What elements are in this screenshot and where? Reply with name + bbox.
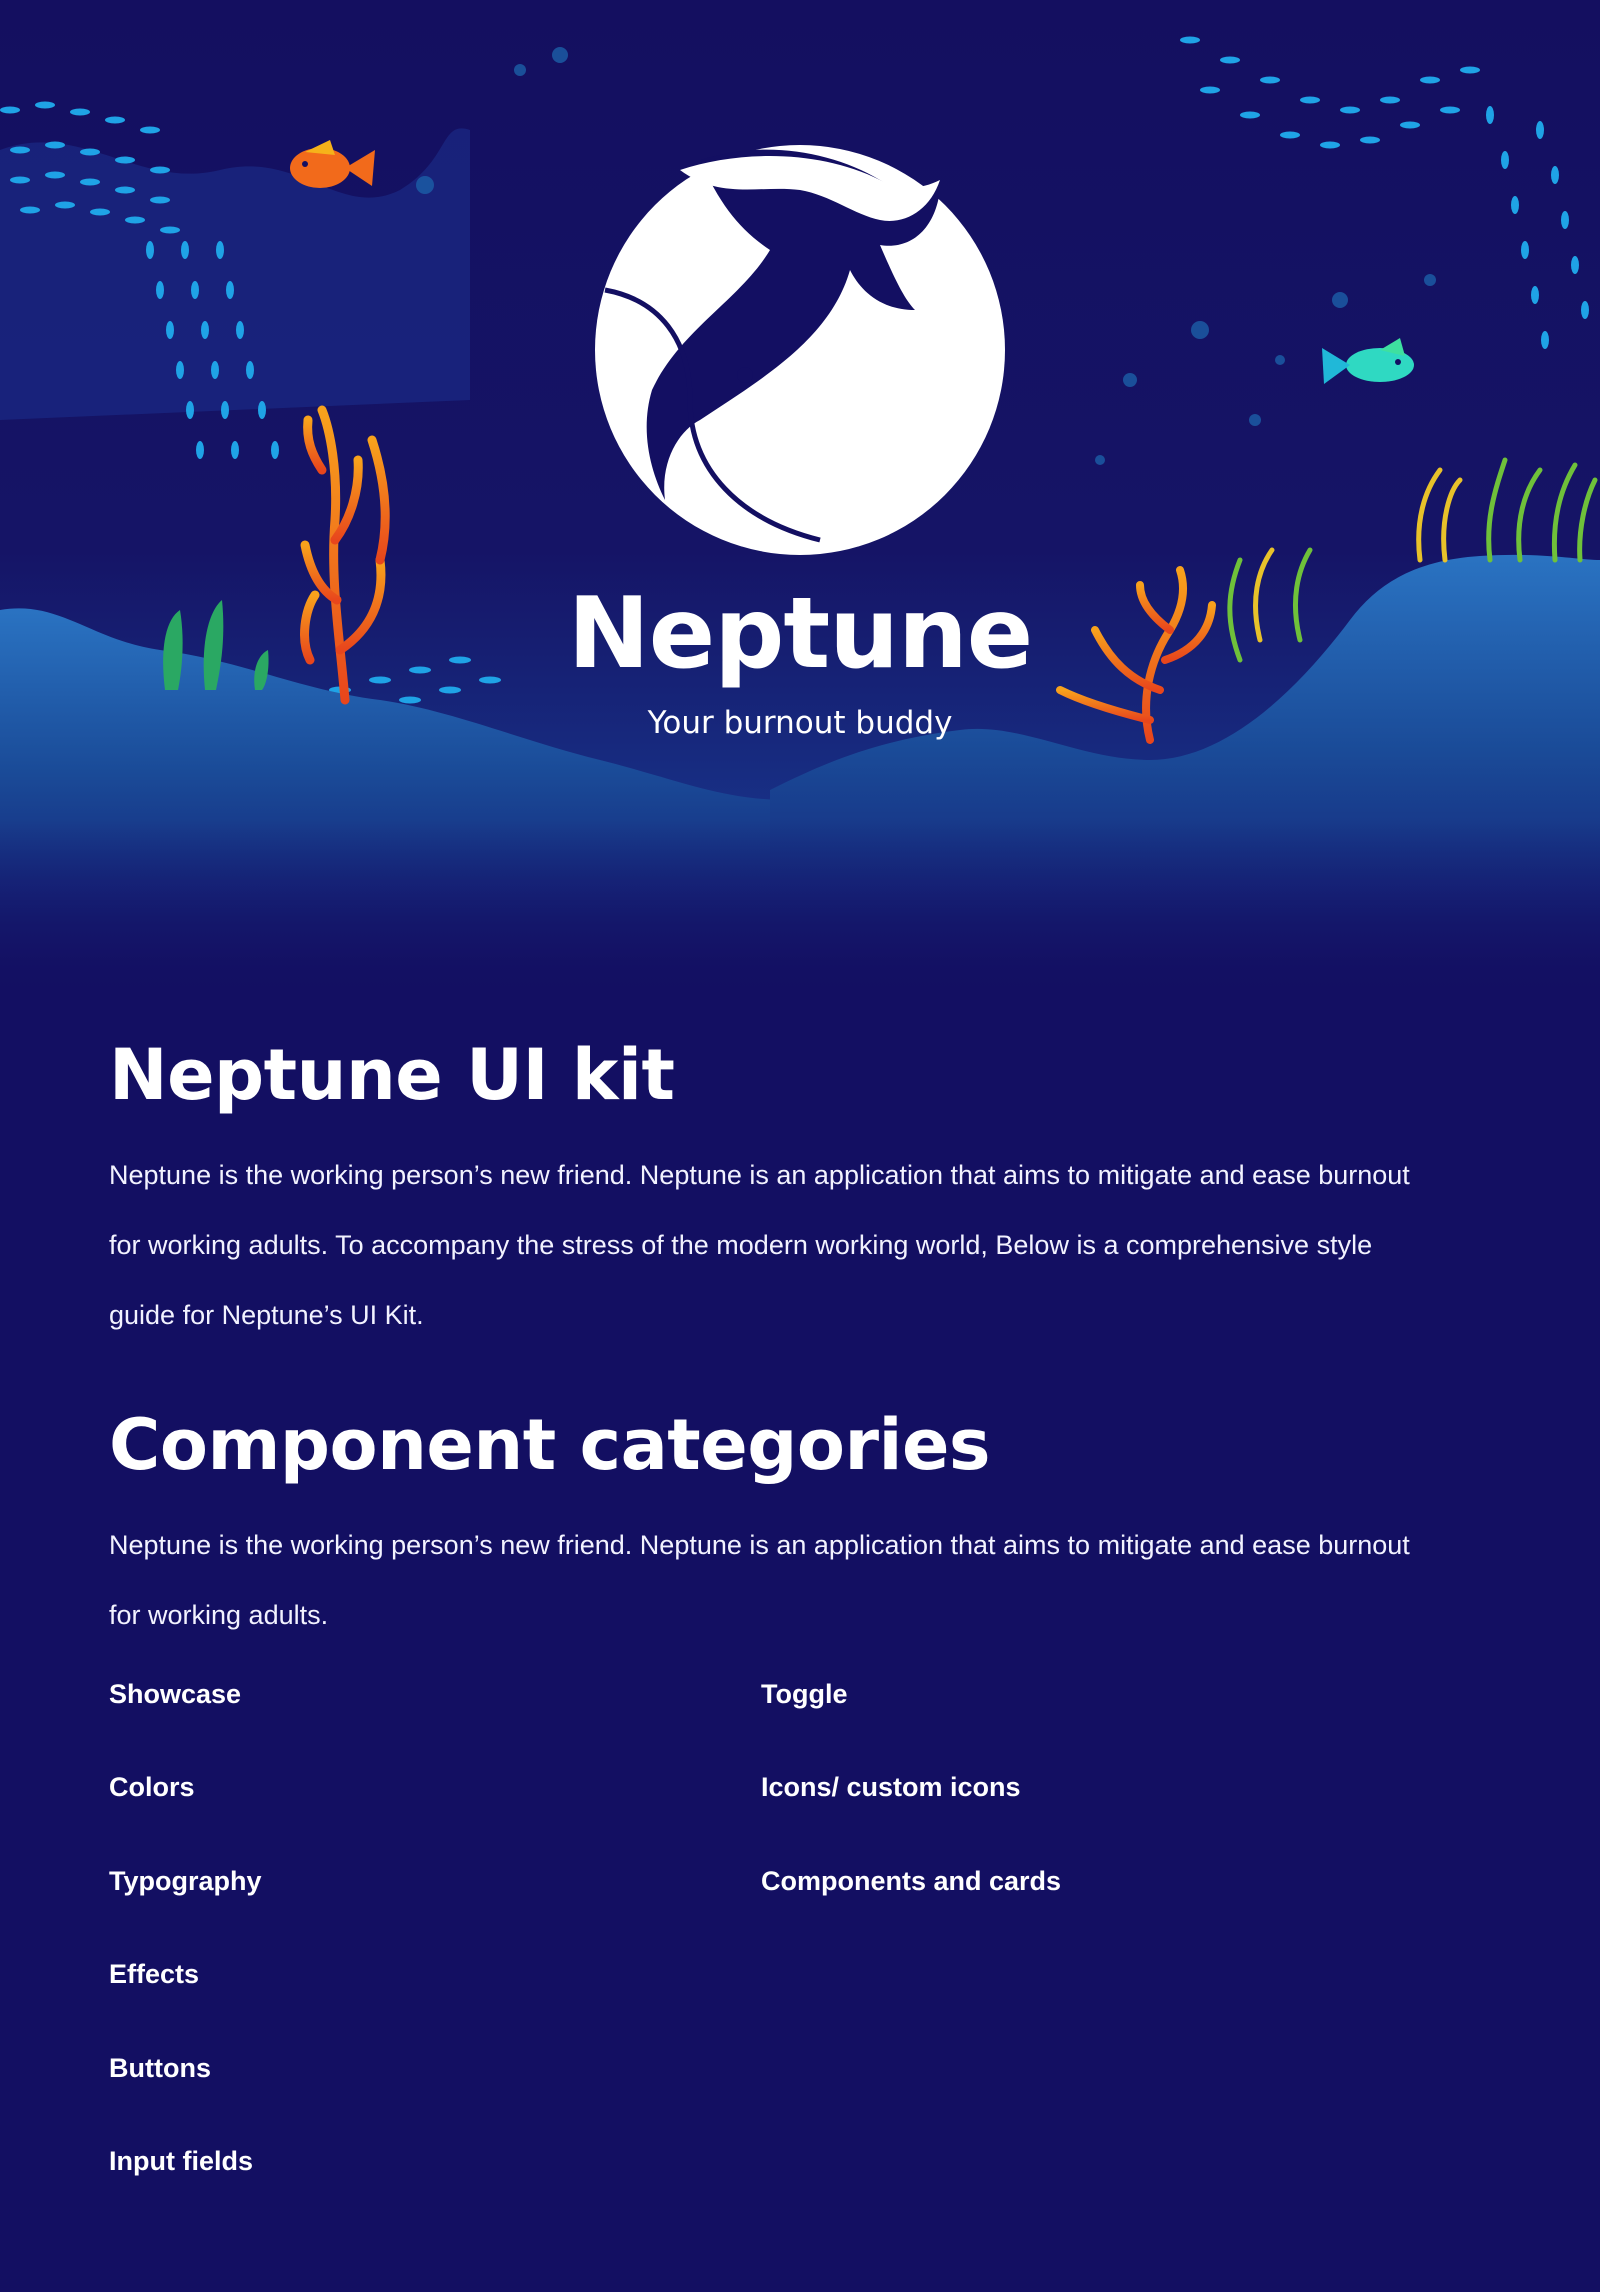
category-link-effects[interactable]: Effects [109, 1959, 200, 1990]
categories-paragraph: Neptune is the working person’s new friend. Neptune is an application that aims to mitigate and ease burnout for working adults. [109, 1530, 1410, 1630]
category-link-components-cards[interactable]: Components and cards [761, 1865, 1062, 1896]
main-content [109, 1030, 1509, 2176]
category-link-buttons[interactable]: Buttons [109, 2052, 211, 2083]
category-link-typography[interactable]: Typography [109, 1865, 262, 1896]
category-link-input-fields[interactable]: Input fields [109, 2145, 253, 2176]
category-link-showcase[interactable]: Showcase [109, 1679, 242, 1709]
hero-illustration [0, 0, 1600, 1000]
whale-icon [595, 145, 1005, 555]
categories-title: Component categories [109, 1404, 991, 1486]
category-column-left [109, 1676, 262, 2236]
intro-title: Neptune UI kit [109, 1034, 675, 1116]
category-list [109, 1676, 1409, 2196]
category-link-colors[interactable]: Colors [109, 1772, 195, 1803]
brand-name: Neptune [567, 577, 1033, 691]
category-column-right [761, 1676, 1061, 1956]
intro-paragraph: Neptune is the working person’s new friend. Neptune is an application that aims to mitigate and ease burnout for working adults. To accompany the stress of the modern working world, Below is a comprehensive style guide for Neptune’s UI Kit. [109, 1160, 1410, 1330]
brand-tagline: Your burnout buddy [647, 705, 953, 741]
category-link-icons[interactable]: Icons/ custom icons [761, 1772, 1021, 1803]
category-link-toggle[interactable]: Toggle [761, 1679, 848, 1709]
underwater-scene [0, 0, 1600, 1000]
